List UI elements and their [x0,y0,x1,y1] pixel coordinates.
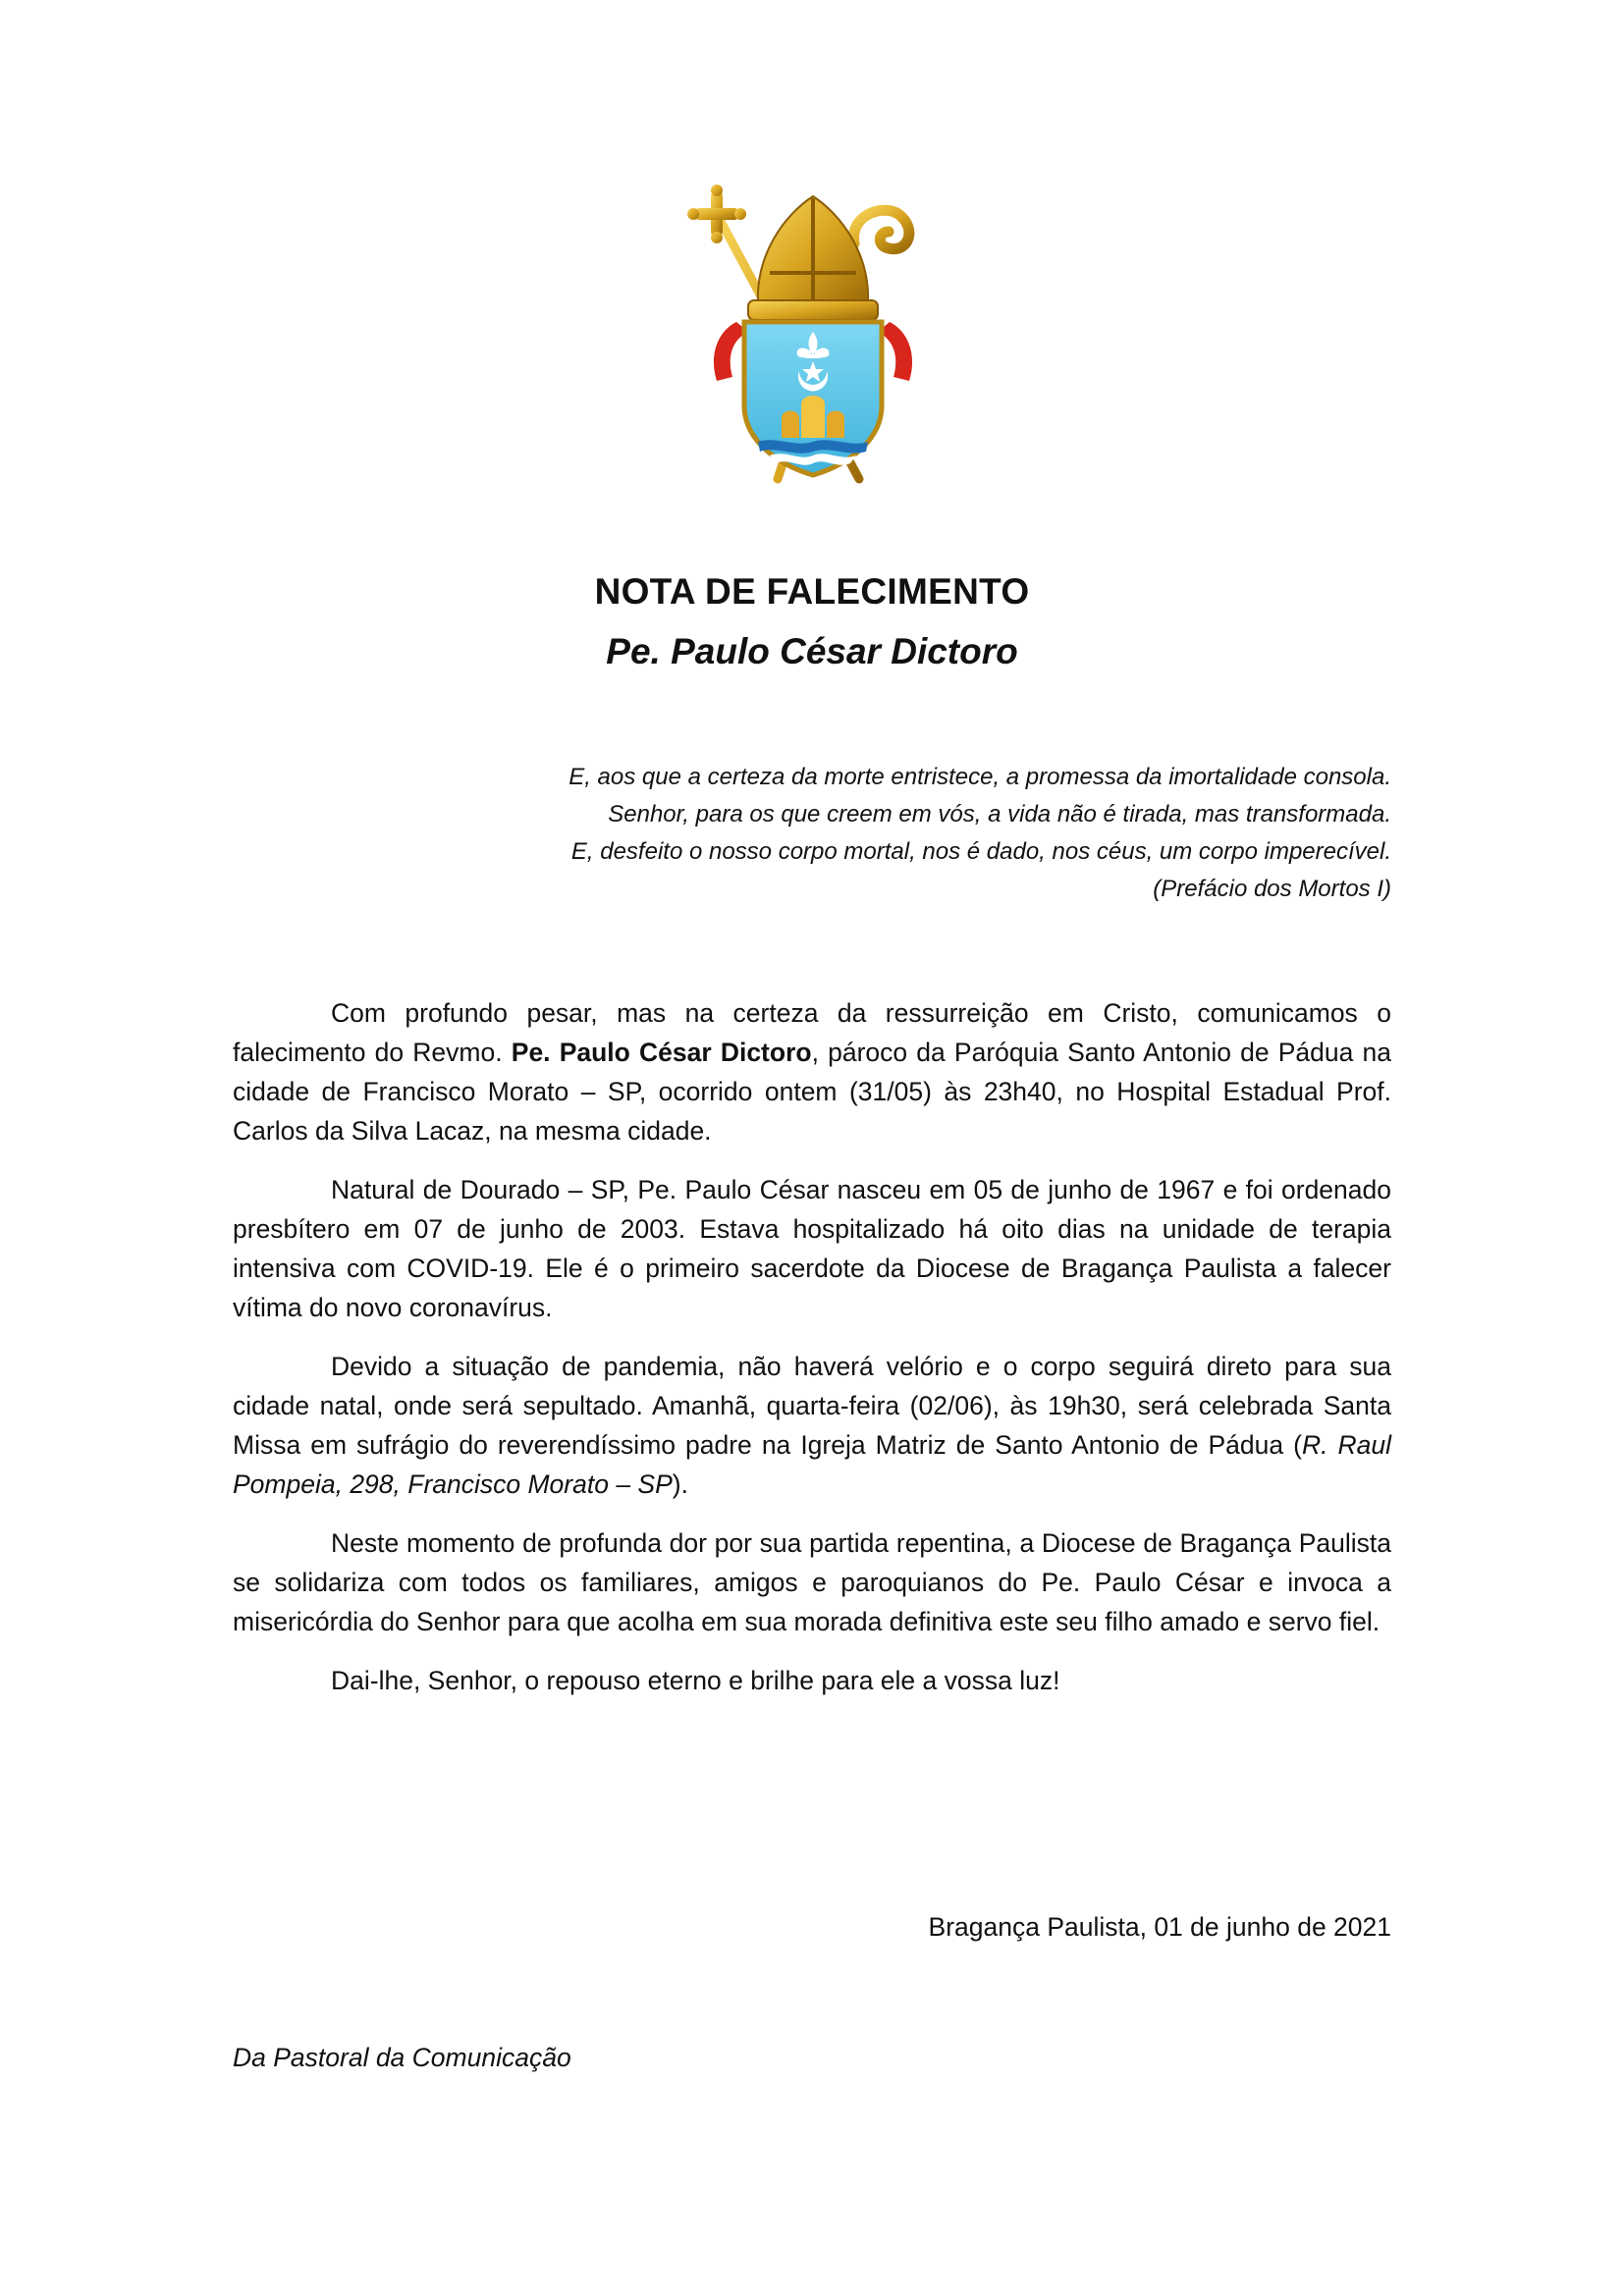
paragraph-text: Devido a situação de pandemia, não haverá velório e o corpo seguirá direto para sua cidade natal, onde será sepultado. Amanhã, quarta-feira (02/06), às 19h30, será celebrada Santa Missa em sufrágio do reverendíssimo padre na Igreja Matriz de Santo Antonio de Pádua ( [233,1352,1391,1460]
page-subtitle: Pe. Paulo César Dictoro [606,631,1018,671]
paragraph: Dai-lhe, Senhor, o repouso eterno e brilhe para ele a vossa luz! [331,1666,1060,1695]
priest-name: Pe. Paulo César Dictoro [511,1038,812,1067]
paragraph: Natural de Dourado – SP, Pe. Paulo César nasceu em 05 de junho de 1967 e foi ordenado presbítero em 07 de junho de 2003. Estava hospitalizado há oito dias na unidade de terapia intensiva com COVID-19. Ele é o primeiro sacerdote da Diocese de Bragança Paulista a falecer vítima do novo coronavírus. [233,1175,1391,1322]
paragraph [233,1347,1391,1504]
epigraph-source: (Prefácio dos Mortos I) [1153,876,1391,902]
paragraph-text: ). [672,1469,688,1499]
paragraph [233,993,1391,1150]
epigraph-line: E, desfeito o nosso corpo mortal, nos é dado, nos céus, um corpo imperecível. [570,838,1391,865]
epigraph-line: Senhor, para os que creem em vós, a vida não é tirada, mas transformada. [608,801,1391,828]
signature: Da Pastoral da Comunicação [233,2043,571,2072]
epigraph [409,759,1391,908]
paragraph-text: , pároco da Paróquia Santo Antonio de Pádua na cidade de Francisco Morato – SP, ocorrido ontem (31/05) às 23h40, no Hospital Estadual Prof. Carlos da Silva Lacaz, na mesma cidade. [233,1038,1391,1146]
place-date: Bragança Paulista, 01 de junho de 2021 [928,1912,1391,1942]
page-title: NOTA DE FALECIMENTO [594,571,1030,612]
church-address: R. Raul Pompeia, 298, Francisco Morato – SP [233,1430,1391,1499]
paragraph: Neste momento de profunda dor por sua partida repentina, a Diocese de Bragança Paulista se solidariza com todos os familiares, amigos e paroquianos do Pe. Paulo César e invoca a misericórdia do Senhor para que acolha em sua morada definitiva este seu filho amado e servo fiel. [233,1528,1391,1636]
diocese-coat-of-arms-icon [687,185,939,487]
paragraph-text: Com profundo pesar, mas na certeza da ressurreição em Cristo, comunicamos o falecimento do Revmo. [233,998,1391,1067]
epigraph-line: E, aos que a certeza da morte entristece, a promessa da imortalidade consola. [568,764,1391,790]
body-text [233,993,1391,1720]
